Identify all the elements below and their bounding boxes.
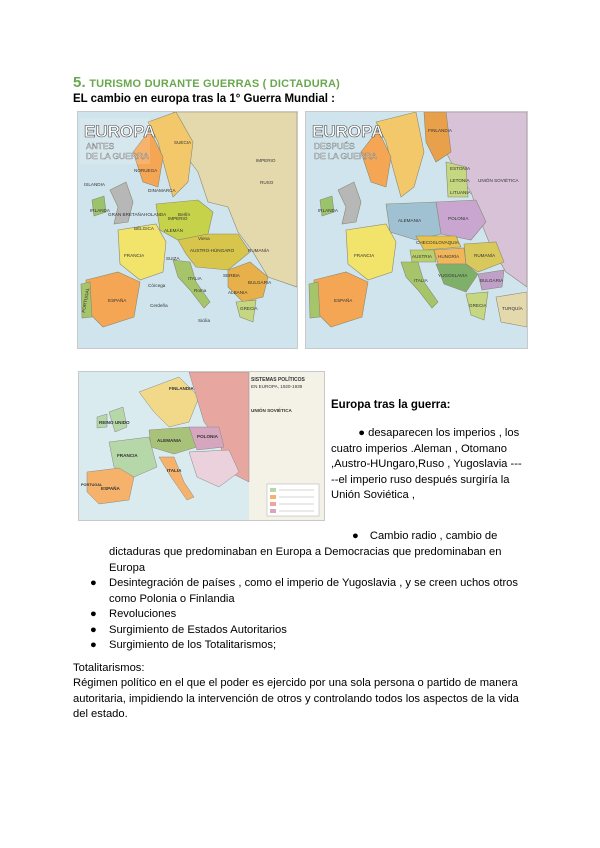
side-title: Europa tras la guerra: — [331, 399, 451, 411]
map-europe-before — [77, 111, 298, 349]
label-imperio-aleman-1: IMPERIO — [168, 216, 188, 221]
label-portugal: PORTUGAL — [81, 287, 91, 314]
bullet-dot: ● — [352, 530, 362, 542]
label-noruega: NORUEGA — [134, 168, 158, 173]
label-irlanda-after: IRLANDA — [318, 208, 338, 213]
cambio-continuation: dictaduras que predominaban en Europa a Democracias que predominaban en Europa — [109, 546, 502, 574]
label-estonia: ESTONIA — [450, 166, 471, 171]
bullet-dot: ● — [90, 623, 97, 636]
label-sicilia: Sicilia — [198, 318, 210, 323]
cambio-bullet-line — [352, 529, 497, 545]
label-finlandia-pol: FINLANDIA — [169, 386, 194, 391]
label-alemania-pol: ALEMANIA — [157, 438, 182, 443]
side-bullet-1-text: desaparecen los imperios , los cuatro imperios .Aleman , Otomano ,Austro-HUngaro,Ruso , Yugoslavia -----el imperio ruso después surgiría la Unión Soviética , — [331, 427, 522, 501]
label-suecia: SUECIA — [174, 140, 192, 145]
label-francia-pol: FRANCIA — [117, 453, 138, 458]
label-viena: Viena — [198, 236, 210, 241]
label-suiza: SUIZA — [166, 256, 180, 261]
label-gran-bretana: GRAN BRETAÑA — [108, 212, 144, 217]
label-berlin: Berlín — [178, 212, 191, 217]
section-number: 5. — [73, 74, 86, 91]
label-austria: AUSTRIA — [412, 254, 432, 259]
label-reino-unido: REINO UNIDO — [99, 420, 130, 425]
label-polonia-pol: POLONIA — [197, 434, 218, 439]
label-irlanda: IRLANDA — [90, 208, 110, 213]
label-belgica: BÉLGICA — [134, 226, 154, 231]
label-urss: UNIÓN SOVIÉTICA — [478, 178, 519, 183]
list-item — [90, 576, 522, 607]
label-yugoslavia: YUGOSLAVIA — [438, 273, 468, 278]
map-political-title-1: SISTEMAS POLÍTICOS — [251, 377, 305, 383]
list-item — [90, 638, 522, 654]
label-letonia: LETONIA — [450, 178, 470, 183]
label-checoslovaquia: CHECOSLOVAQUIA — [416, 240, 459, 245]
map-before-subheading-2: DE LA GUERRA — [86, 151, 149, 161]
list-item-text: Surgimiento de los Totalitarismos; — [109, 639, 277, 651]
label-islandia: ISLANDIA — [84, 182, 105, 187]
map-before-subheading-1: ANTES — [86, 141, 115, 151]
label-rumania: RUMANÍA — [248, 248, 270, 253]
map-political-graphic — [79, 372, 324, 520]
label-bulgaria: BULGARIA — [248, 280, 272, 285]
label-italia-after: ITALIA — [414, 278, 428, 283]
label-francia: FRANCIA — [124, 253, 145, 258]
label-francia-after: FRANCIA — [354, 253, 375, 258]
label-grecia-after: GRECIA — [469, 303, 487, 308]
section-title: TURISMO DURANTE GUERRAS ( DICTADURA) — [89, 78, 341, 90]
label-polonia: POLONIA — [448, 216, 469, 221]
list-item-text: Desintegración de países , como el imperio de Yugoslavia , y se creen uchos otros como Polonia o Finlandia — [109, 577, 518, 605]
totalitarismos-body: Régimen político en el que el poder es ejercido por una sola persona o partido de manera autoritaria, impidiendo la intervención de otros y controlando todos los aspectos de la vida del estado. — [73, 677, 519, 720]
list-item — [90, 623, 522, 639]
label-espana-after: ESPAÑA — [334, 298, 353, 303]
label-finlandia: FINLANDIA — [428, 128, 452, 133]
map-after-heading: EUROPA — [312, 122, 384, 141]
section-heading — [73, 74, 340, 91]
label-cerdena: Cerdeña — [150, 303, 168, 308]
label-ruso: RUSO — [260, 180, 274, 185]
label-rumania-after: RUMANÍA — [474, 253, 496, 258]
label-albania: ALBANIA — [228, 290, 248, 295]
map-europe-after — [305, 111, 528, 349]
label-imperio: IMPERIO — [256, 158, 276, 163]
side-bullet-1 — [331, 426, 524, 504]
label-grecia: GRECIA — [240, 306, 258, 311]
label-urss-pol: UNIÓN SOVIÉTICA — [251, 408, 292, 413]
list-item — [90, 607, 522, 623]
label-lituania: LITUANIA — [450, 190, 471, 195]
label-espana-pol: ESPAÑA — [101, 486, 120, 491]
cambio-intro-text: Cambio radio , cambio de — [369, 530, 498, 542]
label-hungria: HUNGRÍA — [438, 254, 460, 259]
bullet-dot: ● — [90, 577, 97, 589]
map-political-title-2: EN EUROPA, 1920-1939 — [251, 384, 303, 389]
totalitarismos-heading: Totalitarismos: — [73, 662, 145, 674]
map-after-subheading-1: DESPUÉS — [314, 141, 355, 151]
map-after-subheading-2: DE LA GUERRA — [314, 151, 377, 161]
label-espana: ESPAÑA — [108, 298, 127, 303]
label-serbia: SERBIA — [223, 273, 240, 278]
bullet-dot: ● — [90, 639, 97, 651]
map-before-heading: EUROPA — [84, 122, 156, 141]
map-political-systems — [78, 371, 325, 521]
label-roma: Roma — [194, 288, 207, 293]
label-portugal-pol: PORTUGAL — [81, 483, 103, 487]
label-italia-pol: ITALIA — [167, 468, 182, 473]
label-alemania: ALEMANIA — [398, 218, 422, 223]
section-subtitle: EL cambio en europa tras la 1° Guerra Mundial : — [73, 93, 335, 105]
label-dinamarca: DINAMARCA — [148, 188, 176, 193]
label-bulgaria-after: BULGARIA — [480, 278, 504, 283]
bullet-dot: ● — [90, 608, 97, 620]
label-corcega: Córcega — [148, 283, 166, 288]
label-austro: AUSTRO-HÚNGARO — [190, 248, 235, 253]
label-holanda: HOLANDA — [144, 212, 167, 217]
label-aleman: ALEMÁN — [164, 228, 183, 233]
map-after-graphic — [306, 112, 527, 348]
label-italia: ITALIA — [188, 276, 202, 281]
main-list — [90, 576, 522, 654]
list-item-text: Surgimiento de Estados Autoritarios — [109, 623, 287, 636]
label-turquia: TURQUÍA — [502, 306, 523, 311]
list-item-text: Revoluciones — [109, 608, 177, 620]
map-before-graphic — [78, 112, 297, 348]
bullet-dot: ● — [358, 427, 365, 439]
